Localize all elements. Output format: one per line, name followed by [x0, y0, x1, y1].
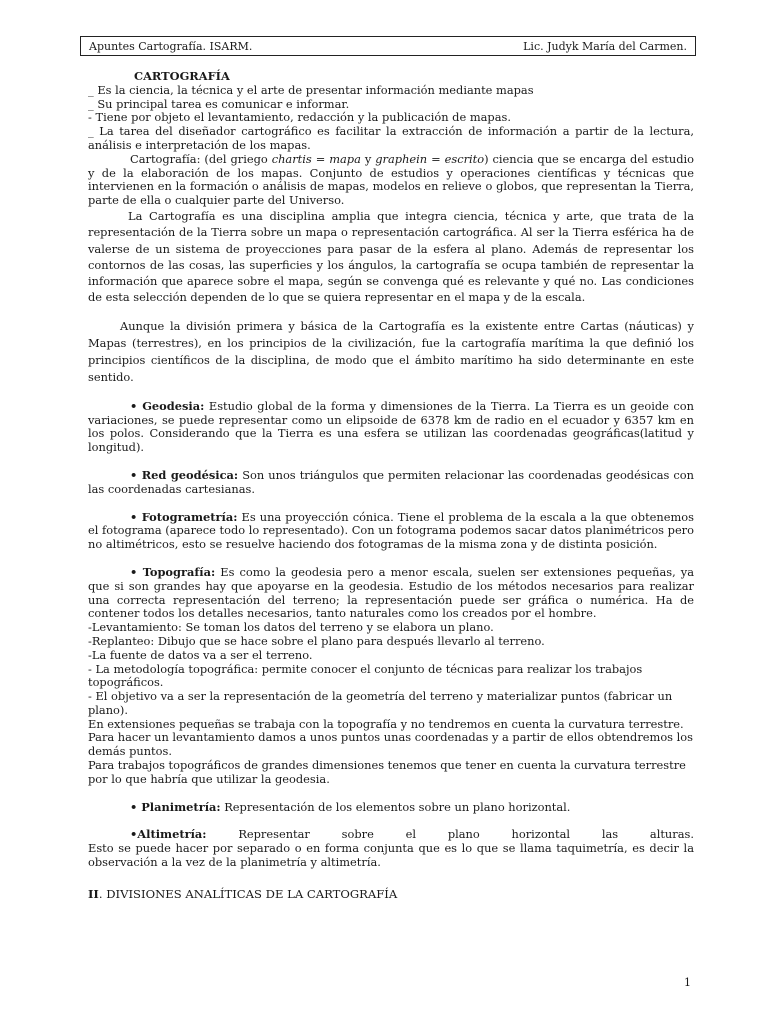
topografia-line: En extensiones pequeñas se trabaja con la topografía y no tendremos en cuenta la curvatura terrestre.	[88, 716, 684, 731]
red-geodesica-text: Son unos triángulos que permiten relacionar las coordenadas geodésicas con las coordenadas cartesianas.	[88, 467, 695, 496]
document-body	[88, 70, 694, 902]
etymology-and: y	[360, 151, 376, 166]
etymology-start: Cartografía: (del griego	[130, 151, 272, 166]
etymology-rest: ) ciencia que se encarga del estudio y de la elaboración de los mapas. Conjunto de estudios y operaciones científicas y técnicas que intervienen en la formación o análisis de mapas, modelos en relieve o globos, que representan la Tierra, parte de ella o cualquier parte del Universo.	[88, 151, 694, 208]
altimetria-word: horizontal	[511, 827, 571, 842]
fotogrametria-text: Es una proyección cónica. Tiene el problema de la escala a la que obtenemos el fotograma (aparece todo lo representado). Con un fotograma podemos sacar datos planimétricos pero no altimétricos, esto se resuelve haciendo dos fotogramas de la misma zona y de distinta posición.	[88, 509, 694, 552]
document-title: CARTOGRAFÍA	[134, 69, 230, 83]
planimetria-text: Representación de los elementos sobre un plano horizontal.	[220, 799, 571, 814]
altimetria-word: alturas.	[649, 827, 694, 842]
page-header	[80, 36, 696, 56]
maritime-paragraph: Aunque la división primera y básica de la Cartografía es la existente entre Cartas (náuticas) y Mapas (terrestres), en los principios de la civilización, fue la cartografía marítima la que definió los principios científicos de la disciplina, de modo que el ámbito marítimo ha sido determinante en este sentido.	[88, 318, 694, 384]
geodesia-text: Estudio global de la forma y dimensiones de la Tierra. La Tierra es un geoide con variaciones, se puede representar como un elipsoide de 6378 km de radio en el ecuador y 6357 km en los polos. Considerando que la Tierra es una esfera se utilizan las coordenadas geográficas(latitud y longitud).	[88, 398, 695, 455]
section-number: II	[88, 886, 99, 901]
topografia-item	[88, 566, 694, 621]
intro-line-1: _ Es la ciencia, la técnica y el arte de presentar información mediante mapas	[88, 82, 534, 97]
intro-line-4: _ La tarea del diseñador cartográfico es facilitar la extracción de información a partir de la lectura, análisis e interpretación de los mapas.	[88, 124, 694, 152]
header-author: Lic. Judyk María del Carmen.	[523, 39, 687, 53]
topografia-line: - La metodología topográfica: permite conocer el conjunto de técnicas para realizar los trabajos topográficos.	[88, 661, 643, 690]
planimetria-term: • Planimetría:	[130, 799, 221, 814]
section-heading	[88, 888, 694, 902]
topografia-line: -Replanteo: Dibujo que se hace sobre el plano para después llevarlo al terreno.	[88, 633, 545, 648]
page-number: 1	[684, 976, 691, 989]
topografia-line: - El objetivo va a ser la representación de la geometría del terreno y materializar puntos (fabricar un plano).	[88, 689, 673, 717]
topografia-text: Es como la geodesia pero a menor escala, suelen ser extensiones pequeñas, ya que si son grandes hay que apoyarse en la geodesia. Estudio de los métodos necesarios para realizar una correcta representación del terreno; la representación puede ser gráfica o numérica. Ha de contener todos los detalles necesarios, tanto naturales como los creados por el hombre.	[88, 564, 695, 621]
cartography-paragraph: La Cartografía es una disciplina amplia que integra ciencia, técnica y arte, que trata de la representación de la Tierra sobre un mapa o representación cartográfica. Al ser la Tierra esférica ha de valerse de un sistema de proyecciones para pasar de la esfera al plano. Además de representar los contornos de las cosas, las superficies y los ángulos, la cartografía se ocupa también de representar la información que aparece sobre el mapa, según se convenga qué es relevante y qué no. Las condiciones de esta selección dependen de lo que se quiera representar en el mapa y de la escala.	[88, 208, 694, 305]
altimetria-word: Representar	[238, 827, 310, 842]
red-geodesica-item	[88, 469, 694, 497]
fotogrametria-term: • Fotogrametría:	[130, 509, 238, 524]
altimetria-term: •Altimetría:	[130, 827, 207, 842]
intro-line-3: - Tiene por objeto el levantamiento, redacción y la publicación de mapas.	[88, 110, 511, 125]
altimetria-word: plano	[447, 827, 480, 842]
intro-line-2: _ Su principal tarea es comunicar e informar.	[88, 96, 350, 111]
altimetria-word: el	[405, 827, 417, 842]
header-course-title: Apuntes Cartografía. ISARM.	[89, 39, 253, 53]
etymology-term-graphein: graphein = escrito	[375, 151, 485, 166]
altimetria-line	[88, 828, 694, 842]
red-geodesica-term: • Red geodésica:	[130, 467, 239, 482]
topografia-line: Para trabajos topográficos de grandes dimensiones tenemos que tener en cuenta la curvatura terrestre por lo que habría que utilizar la geodesia.	[88, 758, 686, 786]
etymology-paragraph	[88, 153, 694, 208]
altimetria-word: las	[601, 827, 619, 842]
topografia-line: -Levantamiento: Se toman los datos del terreno y se elabora un plano.	[88, 620, 494, 635]
altimetria-word: sobre	[341, 827, 374, 842]
geodesia-term: • Geodesia:	[130, 398, 205, 413]
fotogrametria-item	[88, 511, 694, 552]
planimetria-item	[88, 801, 694, 815]
topografia-term: • Topografía:	[130, 564, 216, 579]
altimetria-text: Esto se puede hacer por separado o en forma conjunta que es lo que se llama taquimetría, es decir la observación a la vez de la planimetría y altimetría.	[88, 841, 694, 870]
etymology-term-chartis: chartis = mapa	[271, 151, 361, 166]
topografia-line: Para hacer un levantamiento damos a unos puntos unas coordenadas y a partir de ellos obtendremos los demás puntos.	[88, 730, 693, 759]
geodesia-item	[88, 400, 694, 455]
topografia-line: -La fuente de datos va a ser el terreno.	[88, 647, 313, 662]
section-title: . DIVISIONES ANALÍTICAS DE LA CARTOGRAFÍA	[98, 886, 398, 901]
